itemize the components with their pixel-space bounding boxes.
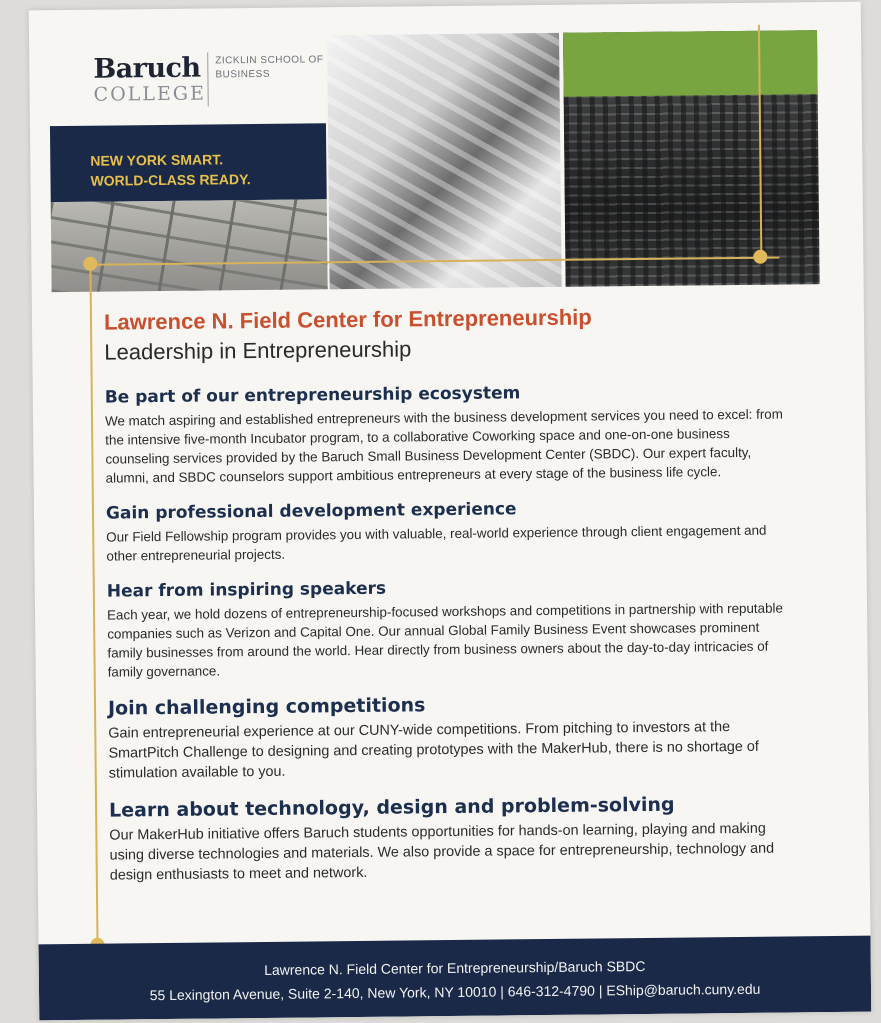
tagline-line-2: WORLD-CLASS READY. (90, 171, 251, 189)
section-ecosystem (105, 380, 846, 488)
logo (49, 21, 326, 126)
logo-college-wordmark: COLLEGE (93, 82, 206, 106)
footer-bar (39, 936, 872, 1021)
section-technology (109, 792, 850, 886)
section-heading: Hear from inspiring speakers (106, 578, 387, 602)
staircase-photo (327, 33, 562, 289)
section-competitions (108, 690, 849, 784)
section-heading: Learn about technology, design and problem-solving (109, 793, 675, 822)
section-professional-development (106, 496, 847, 566)
section-body: We match aspiring and established entrepreneurs with the business development services you need to excel: from the intensive five-month Incubator program, to a collaborative Coworking space and one-on-one business counseling services provided by the Baruch Small Business Development Center (SBDC). Our expert faculty, alumni, and SBDC counselors support ambitious entrepreneurs at every stage of the business life cycle. (104, 406, 783, 486)
gold-dot-top-left (83, 257, 97, 271)
section-body: Gain entrepreneurial experience at our CUNY-wide competitions. From pitching to investors at the SmartPitch Challenge to designing and creating prototypes with the MakerHub, there is no shortage of stimulation available to you. (108, 719, 759, 782)
footer-contact: 55 Lexington Avenue, Suite 2-140, New York, NY 10010 | 646-312-4790 | EShip@baruch.cuny.edu (149, 980, 761, 1004)
gold-dot-top-right (753, 250, 767, 264)
section-speakers (107, 574, 848, 682)
tagline-banner (50, 123, 327, 202)
green-color-block (563, 30, 818, 97)
tagline-text (90, 149, 251, 191)
section-body: Our MakerHub initiative offers Baruch students opportunities for hands-on learning, playing and making using diverse technologies and materials. We also provide a space for entrepreneurship, technology and design enthusiasts to meet and network. (109, 820, 775, 884)
gold-rule-left (89, 264, 98, 944)
section-heading: Gain professional development experience (105, 499, 517, 524)
section-heading: Be part of our entrepreneurship ecosystem (104, 383, 521, 408)
section-body: Our Field Fellowship program provides you with valuable, real-world experience through client engagement and other entrepreneurial projects. (106, 522, 767, 564)
logo-school-name: ZICKLIN SCHOOL OF BUSINESS (215, 54, 324, 81)
section-body: Each year, we hold dozens of entrepreneurship-focused workshops and competitions in partnership with reputable companies such as Verizon and Capital One. Our annual Global Family Business Event showcases prominent family businesses from around the world. Hear directly from business owners about the day-to-day intricacies of family governance. (106, 600, 784, 680)
main-content (104, 302, 850, 902)
logo-baruch-wordmark: Baruch (93, 52, 201, 85)
center-name-heading: Lawrence N. Field Center for Entrepreneurship (103, 304, 592, 335)
tagline-line-1: NEW YORK SMART. (90, 151, 224, 169)
footer-organization: Lawrence N. Field Center for Entrepreneurship/Baruch SBDC (264, 957, 646, 978)
section-heading: Join challenging competitions (107, 694, 426, 720)
logo-divider (207, 53, 209, 107)
flyer-sheet (29, 2, 872, 1021)
subtitle-heading: Leadership in Entrepreneurship (104, 336, 412, 365)
cobblestone-photo (51, 199, 328, 292)
